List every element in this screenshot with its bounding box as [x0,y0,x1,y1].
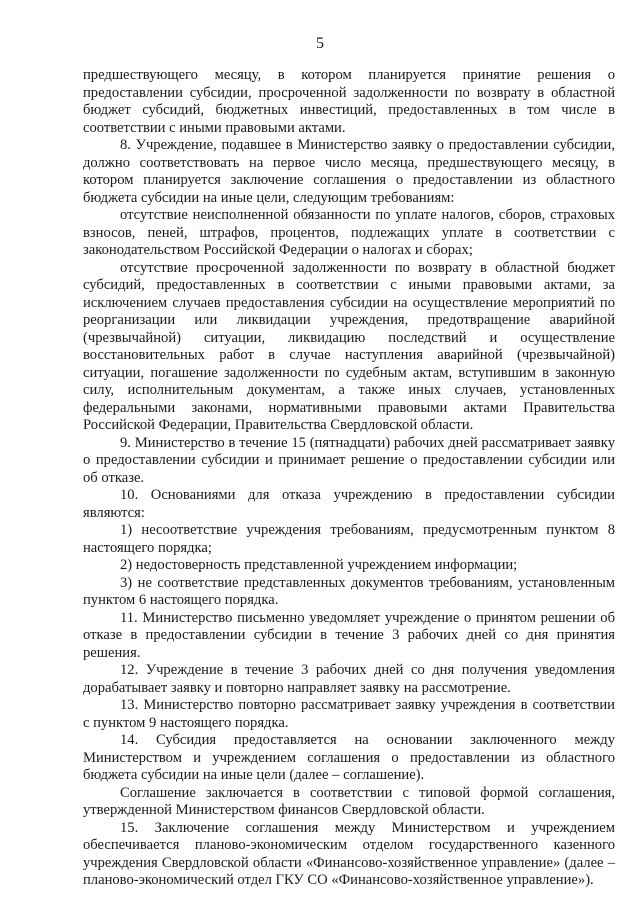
paragraph-item-9: 9. Министерство в течение 15 (пятнадцати) рабочих дней рассматривает заявку о предоставлении субсидии и принимает решение о предоставлении субсидии или об отказе. [83,434,615,486]
paragraph-item-10-1: 1) несоответствие учреждения требованиям, предусмотренным пунктом 8 настоящего порядка; [83,522,615,556]
paragraph-item-13: 13. Министерство повторно рассматривает заявку учреждения в соответствии с пунктом 9 настоящего порядка. [83,697,615,731]
paragraph-requirement-taxes: отсутствие неисполненной обязанности по уплате налогов, сборов, страховых взносов, пеней, штрафов, процентов, подлежащих уплате в соответствии с законодательством Российской Федерации о налогах и сборах; [83,207,615,258]
page-number: 5 [316,35,324,52]
paragraph-item-14: 14. Субсидия предоставляется на основании заключенного между Министерством и учреждением соглашения о предоставлении из областного бюджета субсидии на иные цели (далее – соглашение). [83,732,615,783]
paragraph-requirement-debt: отсутствие просроченной задолженности по возврату в областной бюджет субсидий, предоставленных в соответствии с иными правовыми актами, за исключением случаев предоставления субсидии на осуществление мероприятий по реорганизации или ликвидации учреждения, предотвращение аварийной (чрезвычайной) ситуации, ликвидацию последствий и осуществление восстановительных работ в случае наступления аварийной (чрезвычайной) ситуации, погашение задолженности по судебным актам, вступившим в законную силу, исполнительным документам, а также иных случаев, установленных федеральными законами, нормативными правовыми актами Правительства Российской Федерации, Правительства Свердловской области. [83,259,615,433]
paragraph-item-8: 8. Учреждение, подавшее в Министерство заявку о предоставлении субсидии, должно соответствовать на первое число месяца, предшествующего месяцу, в котором планируется заключение соглашения о предоставлении из областного бюджета субсидии на иные цели, следующим требованиям: [83,137,615,206]
paragraph-item-12: 12. Учреждение в течение 3 рабочих дней со дня получения уведомления дорабатывает заявку и повторно направляет заявку на рассмотрение. [83,662,615,696]
paragraph-item-10-3: 3) не соответствие представленных документов требованиям, установленным пунктом 6 настоящего порядка. [83,574,615,608]
paragraph-item-10: 10. Основаниями для отказа учреждению в предоставлении субсидии являются: [83,487,615,521]
document-body [83,67,615,890]
paragraph-item-10-2: 2) недостоверность представленной учреждением информации; [120,557,518,573]
paragraph-continuation: предшествующего месяцу, в котором планируется принятие решения о предоставлении субсидии, просроченной задолженности по возврату в областной бюджет субсидий, бюджетных инвестиций, предоставленных в том числе в соответствии с иными правовыми актами. [83,67,615,136]
paragraph-item-15: 15. Заключение соглашения между Министерством и учреждением обеспечивается планово-экономическим отделом государственного казенного учреждения Свердловской области «Финансово-хозяйственное управление» (далее – планово-экономический отдел ГКУ СО «Финансово-хозяйственное управление»). [83,819,615,888]
paragraph-item-11: 11. Министерство письменно уведомляет учреждение о принятом решении об отказе в предоставлении субсидии в течение 3 рабочих дней со дня принятия решения. [83,609,615,661]
paragraph-agreement-form: Соглашение заключается в соответствии с типовой формой соглашения, утвержденной Министерством финансов Свердловской области. [83,784,615,818]
